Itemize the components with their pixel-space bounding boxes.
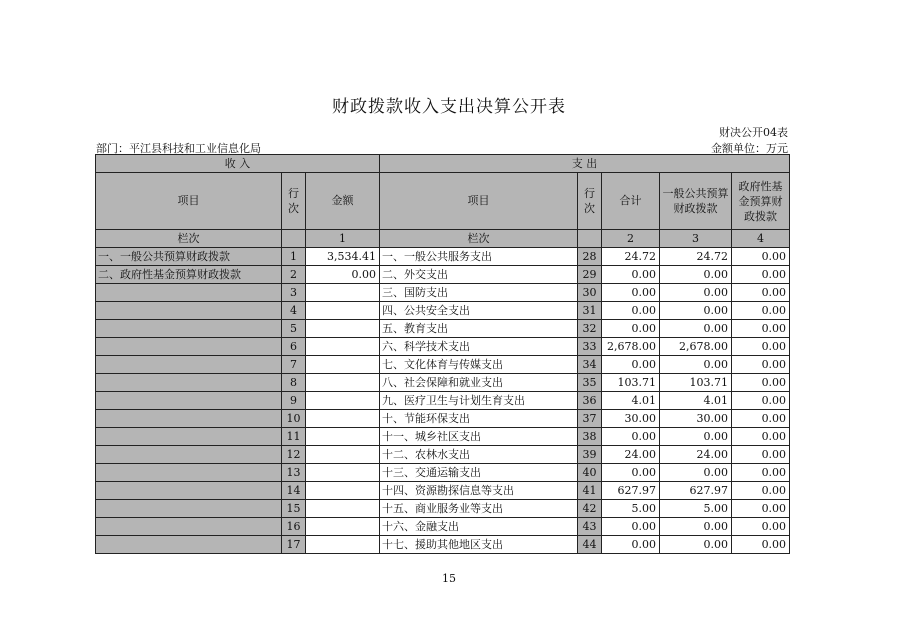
expense-item: 二、外交支出 — [380, 266, 578, 284]
income-item: 二、政府性基金预算财政拨款 — [96, 266, 282, 284]
income-item — [96, 500, 282, 518]
table-row — [96, 356, 790, 374]
expense-section-header: 支 出 — [380, 155, 790, 173]
expense-row-number: 37 — [578, 410, 602, 428]
expense-row-number: 42 — [578, 500, 602, 518]
table-row — [96, 500, 790, 518]
expense-total: 5.00 — [602, 500, 660, 518]
income-item: 一、一般公共预算财政拨款 — [96, 248, 282, 266]
table-row — [96, 536, 790, 554]
income-amount — [306, 284, 380, 302]
expense-row-number: 28 — [578, 248, 602, 266]
expense-fund-budget: 0.00 — [732, 446, 790, 464]
expense-fund-budget: 0.00 — [732, 320, 790, 338]
income-item — [96, 356, 282, 374]
expense-total: 0.00 — [602, 428, 660, 446]
expense-fund-budget: 0.00 — [732, 518, 790, 536]
income-amount — [306, 536, 380, 554]
income-row-number: 6 — [282, 338, 306, 356]
section-header-row — [96, 155, 790, 173]
income-item — [96, 536, 282, 554]
expense-fund-budget: 0.00 — [732, 536, 790, 554]
expense-fund-budget: 0.00 — [732, 356, 790, 374]
expense-item: 九、医疗卫生与计划生育支出 — [380, 392, 578, 410]
expense-general-budget: 0.00 — [660, 518, 732, 536]
expense-row-number: 30 — [578, 284, 602, 302]
col-header-fund-budget: 政府性基金预算财政拨款 — [732, 173, 790, 230]
income-amount — [306, 428, 380, 446]
income-row-number: 3 — [282, 284, 306, 302]
expense-row-number: 29 — [578, 266, 602, 284]
expense-item: 七、文化体育与传媒支出 — [380, 356, 578, 374]
income-row-number: 4 — [282, 302, 306, 320]
income-amount — [306, 482, 380, 500]
expense-general-budget: 5.00 — [660, 500, 732, 518]
expense-fund-budget: 0.00 — [732, 482, 790, 500]
table-row — [96, 518, 790, 536]
expense-general-budget: 30.00 — [660, 410, 732, 428]
expense-fund-budget: 0.00 — [732, 374, 790, 392]
expense-fund-budget: 0.00 — [732, 500, 790, 518]
income-amount — [306, 464, 380, 482]
income-row-number: 15 — [282, 500, 306, 518]
expense-row-number: 40 — [578, 464, 602, 482]
expense-row-number: 41 — [578, 482, 602, 500]
col-header-row-number2: 行次 — [578, 173, 602, 230]
expense-total: 0.00 — [602, 464, 660, 482]
expense-total: 0.00 — [602, 266, 660, 284]
expense-fund-budget: 0.00 — [732, 392, 790, 410]
income-amount — [306, 410, 380, 428]
expense-fund-budget: 0.00 — [732, 338, 790, 356]
expense-general-budget: 0.00 — [660, 428, 732, 446]
expense-row-number: 32 — [578, 320, 602, 338]
income-item — [96, 428, 282, 446]
income-row-number: 10 — [282, 410, 306, 428]
income-item — [96, 320, 282, 338]
income-amount — [306, 392, 380, 410]
table-row — [96, 284, 790, 302]
income-amount — [306, 446, 380, 464]
expense-fund-budget: 0.00 — [732, 248, 790, 266]
expense-row-number: 33 — [578, 338, 602, 356]
table-row — [96, 302, 790, 320]
table-row — [96, 248, 790, 266]
col-header-item2: 项目 — [380, 173, 578, 230]
expense-total: 0.00 — [602, 284, 660, 302]
expense-item: 五、教育支出 — [380, 320, 578, 338]
expense-total: 0.00 — [602, 518, 660, 536]
expense-item: 三、国防支出 — [380, 284, 578, 302]
expense-fund-budget: 0.00 — [732, 302, 790, 320]
expense-item: 十、节能环保支出 — [380, 410, 578, 428]
expense-general-budget: 2,678.00 — [660, 338, 732, 356]
income-row-number: 7 — [282, 356, 306, 374]
expense-item: 六、科学技术支出 — [380, 338, 578, 356]
unit-label: 金额单位：万元 — [711, 142, 788, 155]
income-row-number: 17 — [282, 536, 306, 554]
idx-label2: 栏次 — [380, 230, 578, 248]
income-item — [96, 518, 282, 536]
expense-item: 十二、农林水支出 — [380, 446, 578, 464]
income-item — [96, 464, 282, 482]
expense-general-budget: 0.00 — [660, 536, 732, 554]
expense-row-number: 44 — [578, 536, 602, 554]
col-header-row-number: 行次 — [282, 173, 306, 230]
income-amount — [306, 338, 380, 356]
expense-general-budget: 0.00 — [660, 266, 732, 284]
expense-item: 十六、金融支出 — [380, 518, 578, 536]
expense-item: 十七、援助其他地区支出 — [380, 536, 578, 554]
income-item — [96, 284, 282, 302]
expense-row-number: 43 — [578, 518, 602, 536]
expense-row-number: 35 — [578, 374, 602, 392]
index-row — [96, 230, 790, 248]
table-row — [96, 392, 790, 410]
expense-general-budget: 0.00 — [660, 464, 732, 482]
column-header-row — [96, 173, 790, 230]
expense-item: 四、公共安全支出 — [380, 302, 578, 320]
idx-fund: 4 — [732, 230, 790, 248]
income-item — [96, 410, 282, 428]
finance-table — [95, 154, 790, 554]
col-header-amount: 金额 — [306, 173, 380, 230]
idx-total: 2 — [602, 230, 660, 248]
table-row — [96, 482, 790, 500]
expense-fund-budget: 0.00 — [732, 284, 790, 302]
expense-general-budget: 103.71 — [660, 374, 732, 392]
expense-general-budget: 0.00 — [660, 356, 732, 374]
income-item — [96, 302, 282, 320]
table-row — [96, 266, 790, 284]
idx-general: 3 — [660, 230, 732, 248]
expense-total: 4.01 — [602, 392, 660, 410]
expense-total: 0.00 — [602, 356, 660, 374]
income-item — [96, 392, 282, 410]
idx-empty2 — [578, 230, 602, 248]
form-code: 财决公开04表 — [719, 126, 788, 139]
income-row-number: 2 — [282, 266, 306, 284]
expense-total: 24.72 — [602, 248, 660, 266]
idx-amount: 1 — [306, 230, 380, 248]
col-header-general-budget: 一般公共预算财政拨款 — [660, 173, 732, 230]
expense-total: 24.00 — [602, 446, 660, 464]
col-header-total: 合计 — [602, 173, 660, 230]
income-row-number: 5 — [282, 320, 306, 338]
income-amount — [306, 356, 380, 374]
expense-row-number: 38 — [578, 428, 602, 446]
income-row-number: 12 — [282, 446, 306, 464]
expense-fund-budget: 0.00 — [732, 410, 790, 428]
income-row-number: 13 — [282, 464, 306, 482]
expense-fund-budget: 0.00 — [732, 266, 790, 284]
expense-item: 十四、资源勘探信息等支出 — [380, 482, 578, 500]
expense-row-number: 31 — [578, 302, 602, 320]
expense-total: 103.71 — [602, 374, 660, 392]
income-section-header: 收 入 — [96, 155, 380, 173]
page-title: 财政拨款收入支出决算公开表 — [332, 97, 566, 117]
table-row — [96, 410, 790, 428]
expense-general-budget: 24.72 — [660, 248, 732, 266]
col-header-item: 项目 — [96, 173, 282, 230]
income-item — [96, 374, 282, 392]
table-row — [96, 446, 790, 464]
expense-fund-budget: 0.00 — [732, 464, 790, 482]
expense-item: 一、一般公共服务支出 — [380, 248, 578, 266]
expense-row-number: 39 — [578, 446, 602, 464]
income-row-number: 14 — [282, 482, 306, 500]
expense-item: 十五、商业服务业等支出 — [380, 500, 578, 518]
income-row-number: 9 — [282, 392, 306, 410]
income-amount: 3,534.41 — [306, 248, 380, 266]
income-amount — [306, 500, 380, 518]
income-amount — [306, 320, 380, 338]
income-row-number: 8 — [282, 374, 306, 392]
income-amount — [306, 302, 380, 320]
page-number: 15 — [442, 572, 456, 585]
expense-total: 627.97 — [602, 482, 660, 500]
table-row — [96, 428, 790, 446]
expense-total: 2,678.00 — [602, 338, 660, 356]
expense-general-budget: 0.00 — [660, 320, 732, 338]
idx-label: 栏次 — [96, 230, 282, 248]
expense-item: 十三、交通运输支出 — [380, 464, 578, 482]
expense-item: 十一、城乡社区支出 — [380, 428, 578, 446]
income-amount — [306, 374, 380, 392]
table-row — [96, 464, 790, 482]
income-item — [96, 446, 282, 464]
expense-general-budget: 0.00 — [660, 302, 732, 320]
expense-total: 30.00 — [602, 410, 660, 428]
income-amount: 0.00 — [306, 266, 380, 284]
income-row-number: 1 — [282, 248, 306, 266]
income-item — [96, 482, 282, 500]
income-row-number: 16 — [282, 518, 306, 536]
expense-total: 0.00 — [602, 536, 660, 554]
income-row-number: 11 — [282, 428, 306, 446]
expense-general-budget: 24.00 — [660, 446, 732, 464]
department-label: 部门：平江县科技和工业信息化局 — [96, 142, 261, 155]
expense-item: 八、社会保障和就业支出 — [380, 374, 578, 392]
income-item — [96, 338, 282, 356]
expense-total: 0.00 — [602, 302, 660, 320]
idx-empty — [282, 230, 306, 248]
expense-general-budget: 0.00 — [660, 284, 732, 302]
expense-row-number: 36 — [578, 392, 602, 410]
expense-row-number: 34 — [578, 356, 602, 374]
table-row — [96, 320, 790, 338]
table-row — [96, 338, 790, 356]
expense-total: 0.00 — [602, 320, 660, 338]
expense-general-budget: 4.01 — [660, 392, 732, 410]
expense-general-budget: 627.97 — [660, 482, 732, 500]
table-row — [96, 374, 790, 392]
expense-fund-budget: 0.00 — [732, 428, 790, 446]
income-amount — [306, 518, 380, 536]
